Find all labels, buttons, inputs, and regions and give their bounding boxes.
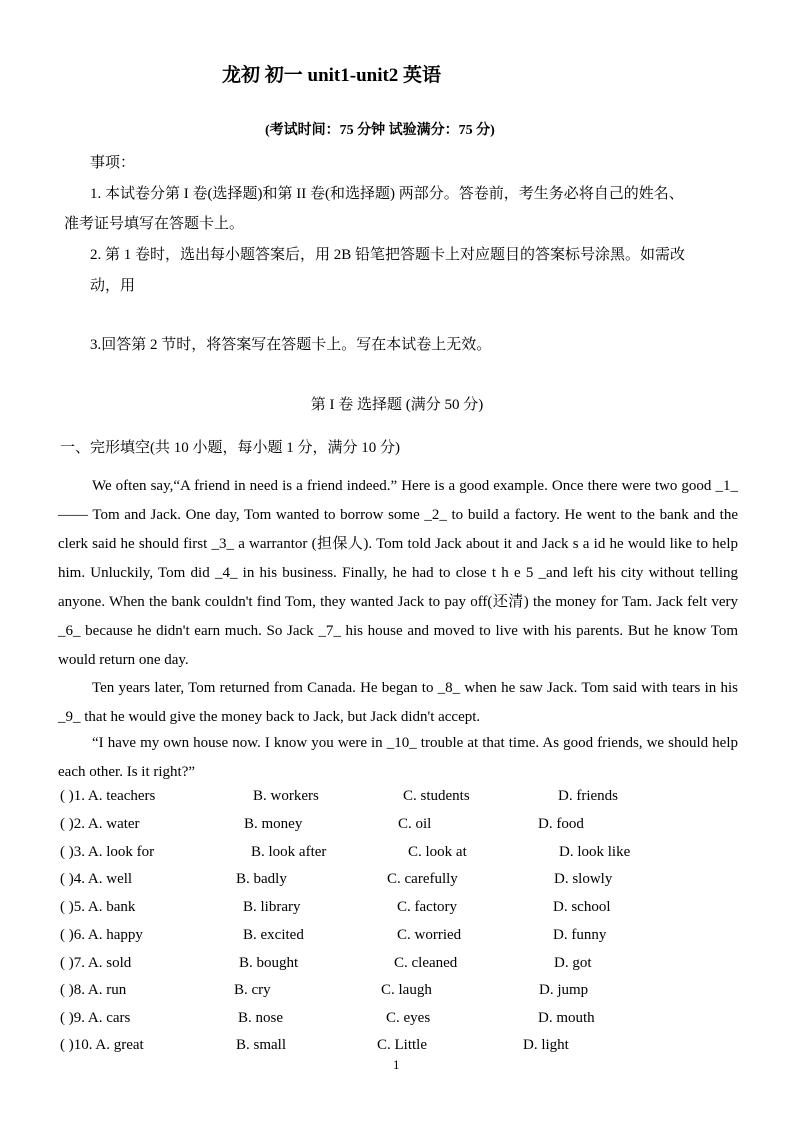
question-option-c: C. worried — [397, 927, 462, 943]
question-option-c: C. look at — [408, 844, 467, 860]
question-option-b: B. cry — [234, 982, 271, 998]
question-option-c: C. students — [403, 788, 470, 804]
question-option-a: ( )2. A. water — [60, 816, 140, 832]
question-option-a: ( )4. A. well — [60, 871, 133, 887]
question-option-c: C. laugh — [381, 982, 432, 998]
question-option-c: C. Little — [377, 1037, 427, 1053]
question-option-d: D. school — [553, 899, 611, 915]
question-option-d: D. got — [554, 955, 592, 971]
question-option-c: C. carefully — [387, 871, 458, 887]
part-heading: 一、完形填空(共 10 小题，每小题 1 分，满分 10 分) — [60, 440, 400, 456]
question-option-b: B. small — [236, 1037, 287, 1053]
question-option-b: B. excited — [243, 927, 304, 943]
note-1-line-1: 1. 本试卷分第 I 卷(选择题)和第 II 卷(和选择题) 两部分。答卷前，考生务必将自己的姓名、 — [90, 186, 684, 202]
question-option-c: C. cleaned — [394, 955, 458, 971]
question-option-c: C. oil — [398, 816, 432, 832]
question-option-b: B. look after — [251, 844, 327, 860]
question-option-b: B. library — [243, 899, 301, 915]
question-option-a: ( )7. A. sold — [60, 955, 132, 971]
passage-text-2: Ten years later, Tom returned from Canada. He began to _8_ when he saw Jack. Tom said with tears in his _9_ that he would give the money back to Jack, but Jack didn't accept. — [58, 680, 738, 725]
question-option-b: B. money — [244, 816, 303, 832]
question-option-d: D. look like — [559, 844, 631, 860]
question-option-a: ( )6. A. happy — [60, 927, 143, 943]
note-2-line-1: 2. 第 1 卷时，选出每小题答案后，用 2B 铅笔把答题卡上对应题目的答案标号涂黑。如需改 — [90, 247, 686, 263]
note-1-line-2: 准考证号填写在答题卡上。 — [64, 216, 245, 232]
page-number: 1 — [393, 1057, 400, 1072]
question-option-d: D. friends — [558, 788, 618, 804]
question-option-b: B. workers — [253, 788, 319, 804]
passage-text-3: “I have my own house now. I know you were in _10_ trouble at that time. As good friends, we should help each other. Is it right?” — [58, 735, 738, 780]
question-option-d: D. slowly — [554, 871, 613, 887]
note-2-line-2: 动，用 — [90, 278, 136, 294]
question-option-a: ( )1. A. teachers — [60, 788, 156, 804]
notes-label: 事项： — [90, 155, 136, 171]
passage-paragraph-3 — [58, 729, 738, 787]
question-option-b: B. badly — [236, 871, 287, 887]
question-option-b: B. bought — [239, 955, 299, 971]
question-option-a: ( )8. A. run — [60, 982, 127, 998]
question-option-b: B. nose — [238, 1010, 283, 1026]
question-option-d: D. mouth — [538, 1010, 595, 1026]
question-option-d: D. light — [523, 1037, 569, 1053]
question-option-a: ( )5. A. bank — [60, 899, 136, 915]
question-option-d: D. jump — [539, 982, 589, 998]
section-title: 第 I 卷 选择题 (满分 50 分) — [310, 397, 484, 413]
passage-paragraph-2 — [58, 674, 738, 732]
passage-text-1: We often say,“A friend in need is a friend indeed.” Here is a good example. Once there were two good _1_—— Tom and Jack. One day, Tom wanted to borrow some _2_ to build a factory. He went to the bank and the clerk said he should first _3_ a warrantor (担保人). Tom told Jack about it and Jack s a id he would like to help him. Unluckily, Tom did _4_ in his business. Finally, he had to close t h e 5 _and left his city without telling anyone. When the bank couldn't find Tom, they wanted Jack to pay off(还清) the money for Tam. Jack felt very _6_ because he didn't earn much. So Jack _7_ his house and moved to live with his parents. But he know Tom would return one day. — [58, 478, 738, 668]
note-3: 3.回答第 2 节时，将答案写在答题卡上。写在本试卷上无效。 — [90, 337, 492, 353]
question-option-d: D. food — [538, 816, 584, 832]
question-option-a: ( )10. A. great — [60, 1037, 144, 1053]
question-option-a: ( )9. A. cars — [60, 1010, 131, 1026]
question-option-a: ( )3. A. look for — [60, 844, 155, 860]
passage-paragraph-1 — [58, 472, 738, 675]
question-option-c: C. factory — [397, 899, 457, 915]
question-option-d: D. funny — [553, 927, 607, 943]
question-option-c: C. eyes — [386, 1010, 431, 1026]
page-title: 龙初 初一 unit1-unit2 英语 — [222, 65, 442, 86]
exam-info: (考试时间：75 分钟 试验满分：75 分) — [265, 123, 495, 138]
